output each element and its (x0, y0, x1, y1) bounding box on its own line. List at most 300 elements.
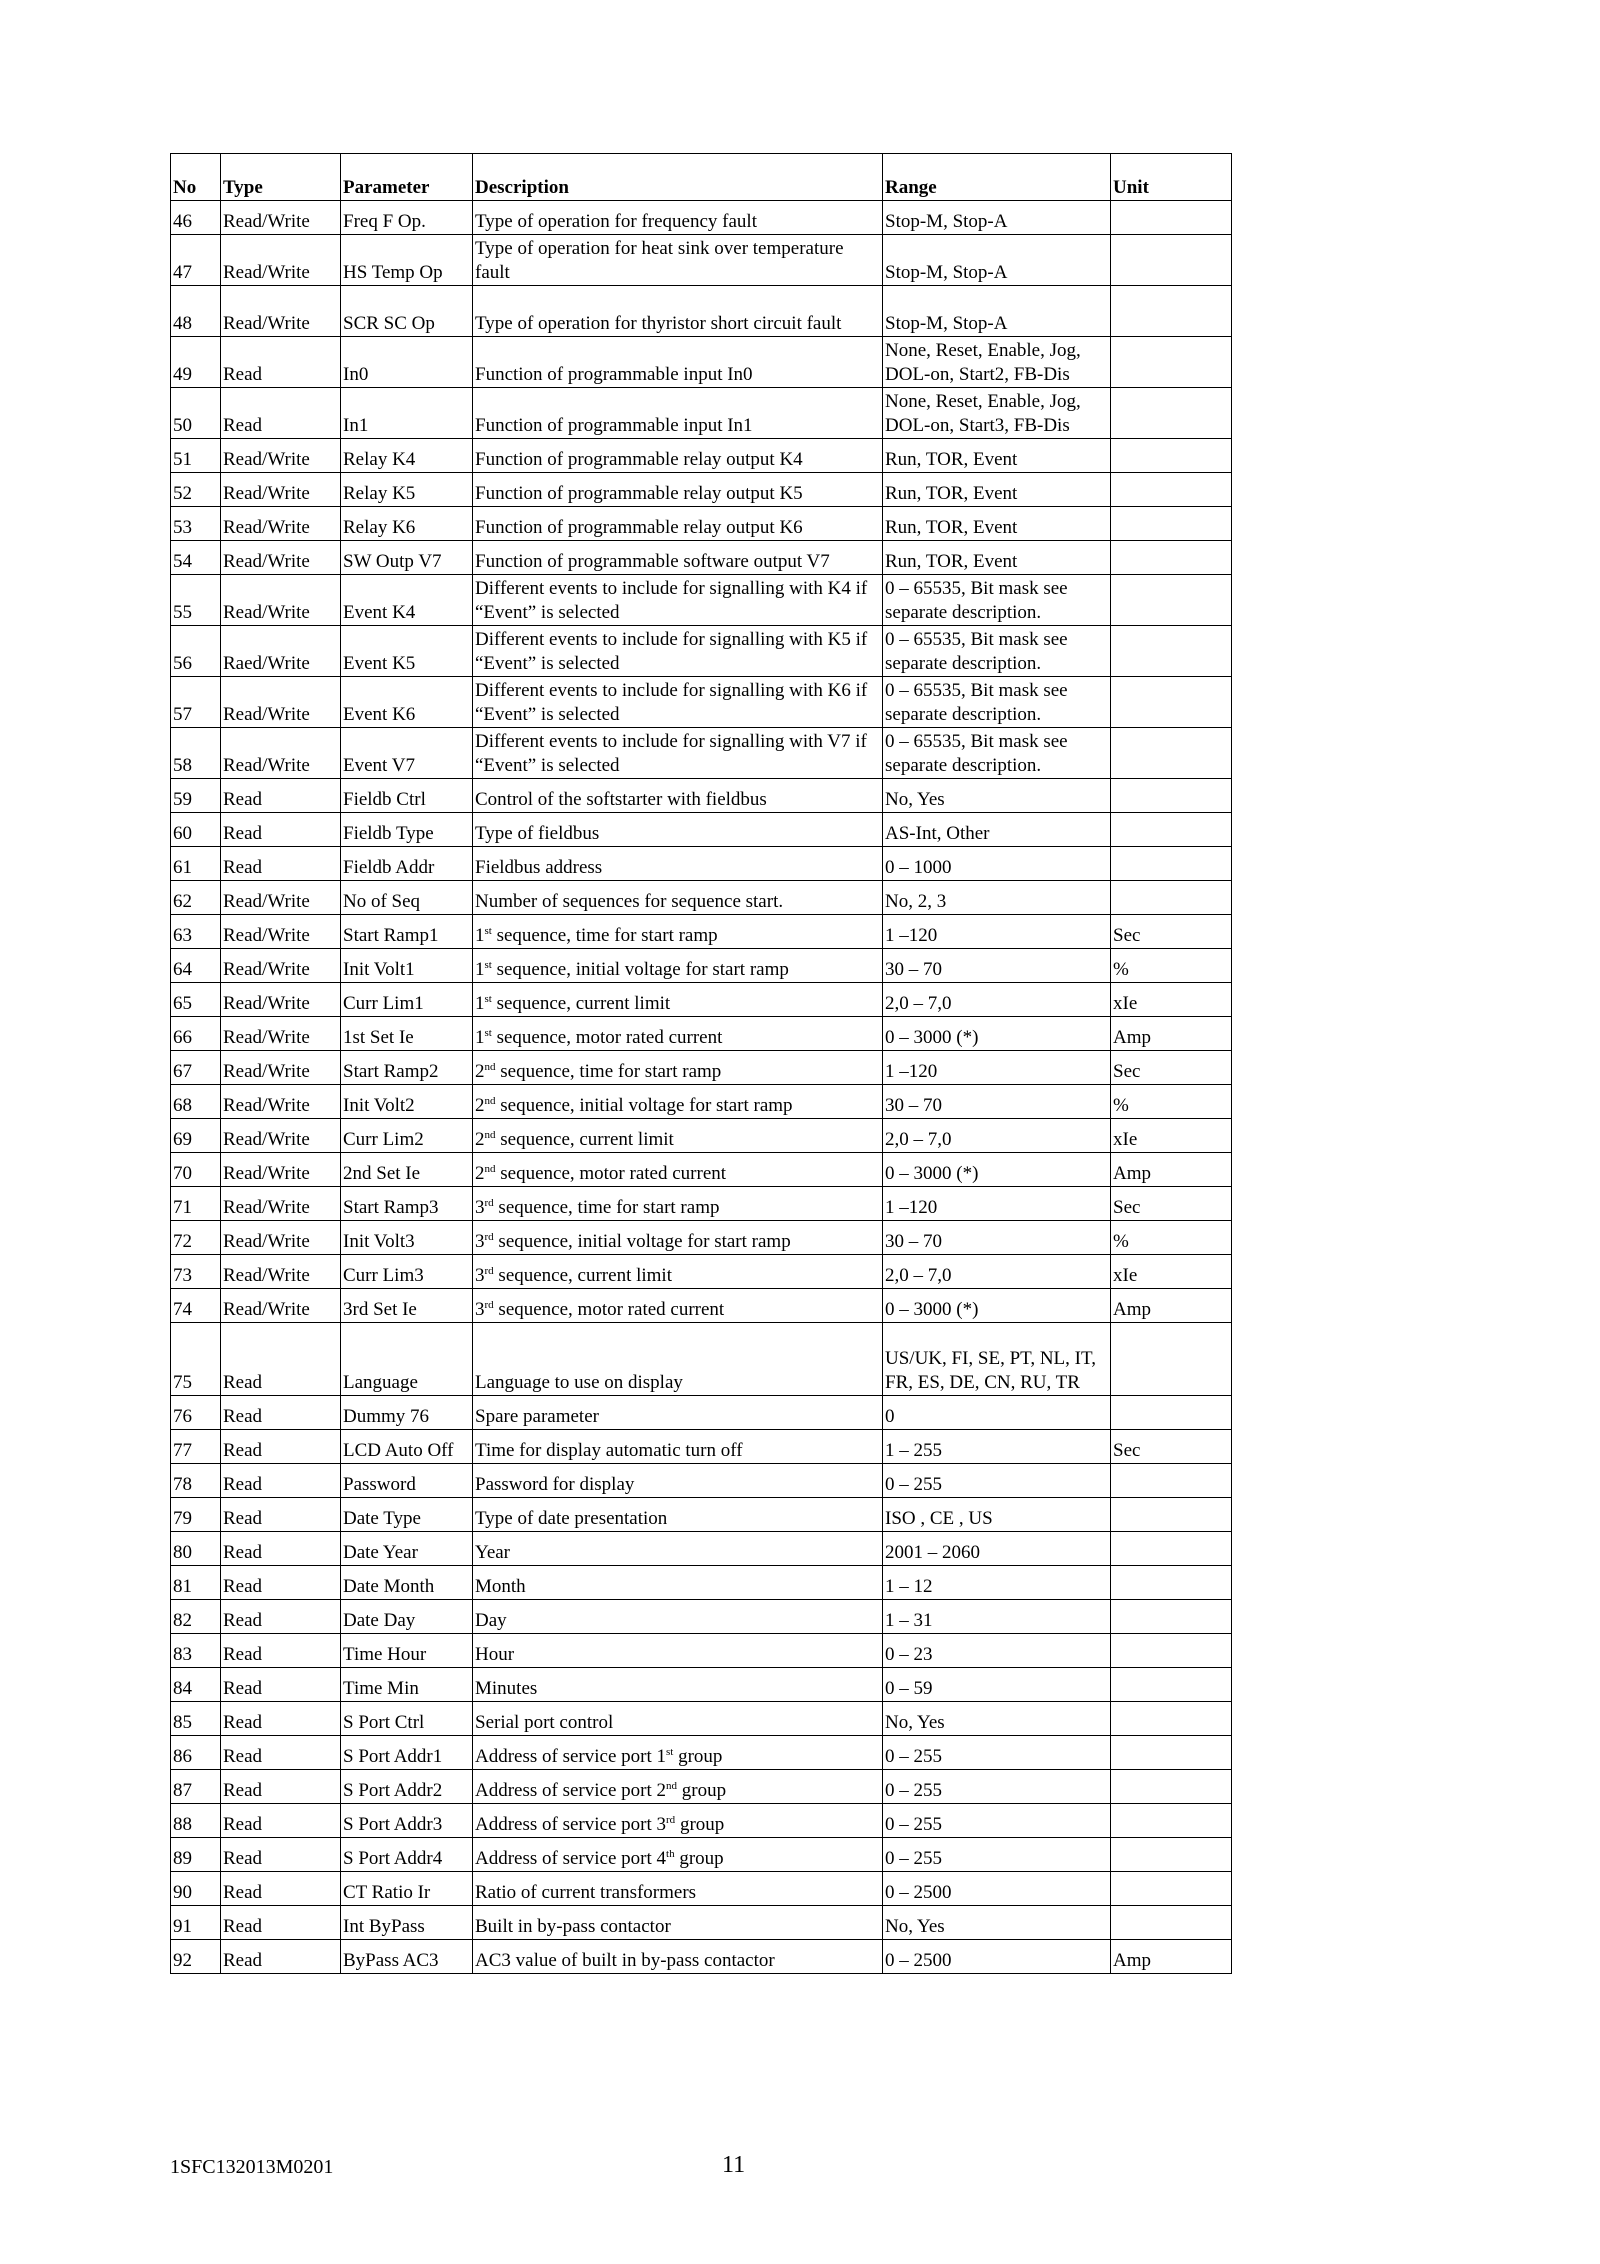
cell-no: 52 (171, 473, 221, 507)
cell-description (473, 1085, 883, 1119)
cell-type: Read (221, 1566, 341, 1600)
cell-description (473, 1051, 883, 1085)
table-row (171, 1668, 1232, 1702)
ordinal-suffix: st (484, 1027, 492, 1039)
cell-description (473, 915, 883, 949)
cell-unit (1111, 881, 1232, 915)
cell-parameter: Time Hour (341, 1634, 473, 1668)
table-row (171, 1872, 1232, 1906)
cell-parameter: Date Type (341, 1498, 473, 1532)
ordinal-suffix: rd (666, 1814, 676, 1826)
cell-type: Read (221, 847, 341, 881)
cell-range: Stop-M, Stop-A (883, 235, 1111, 286)
table-row (171, 201, 1232, 235)
cell-parameter: Event K5 (341, 626, 473, 677)
cell-range: 0 – 2500 (883, 1940, 1111, 1974)
cell-unit (1111, 1668, 1232, 1702)
cell-no: 51 (171, 439, 221, 473)
description-prefix: 3 (475, 1265, 485, 1286)
cell-type: Read/Write (221, 881, 341, 915)
cell-range: Run, TOR, Event (883, 507, 1111, 541)
cell-type: Read (221, 1838, 341, 1872)
table-row (171, 337, 1232, 388)
cell-type: Read (221, 1906, 341, 1940)
cell-no: 71 (171, 1187, 221, 1221)
cell-type: Read (221, 1323, 341, 1396)
cell-range: 0 – 23 (883, 1634, 1111, 1668)
cell-unit (1111, 677, 1232, 728)
description-prefix: 2 (475, 1129, 485, 1150)
cell-no: 89 (171, 1838, 221, 1872)
cell-parameter: Init Volt2 (341, 1085, 473, 1119)
cell-no: 50 (171, 388, 221, 439)
cell-unit: xIe (1111, 1119, 1232, 1153)
cell-unit: Amp (1111, 1153, 1232, 1187)
cell-no: 75 (171, 1323, 221, 1396)
cell-description: Type of date presentation (473, 1498, 883, 1532)
cell-range: 0 – 255 (883, 1464, 1111, 1498)
cell-unit (1111, 541, 1232, 575)
description-text: sequence, time for start ramp (495, 1061, 722, 1082)
table-row (171, 1396, 1232, 1430)
cell-type: Read/Write (221, 1153, 341, 1187)
cell-type: Read/Write (221, 541, 341, 575)
table-row (171, 439, 1232, 473)
cell-description: Type of operation for thyristor short circuit fault (473, 286, 883, 337)
cell-unit: xIe (1111, 983, 1232, 1017)
cell-no: 79 (171, 1498, 221, 1532)
cell-description: Hour (473, 1634, 883, 1668)
cell-range: No, 2, 3 (883, 881, 1111, 915)
cell-range: 30 – 70 (883, 949, 1111, 983)
table-row (171, 847, 1232, 881)
description-text: sequence, motor rated current (493, 1299, 725, 1320)
cell-type: Read (221, 1396, 341, 1430)
cell-no: 54 (171, 541, 221, 575)
table-row (171, 1804, 1232, 1838)
cell-description: Password for display (473, 1464, 883, 1498)
cell-no: 47 (171, 235, 221, 286)
cell-no: 66 (171, 1017, 221, 1051)
table-row (171, 1634, 1232, 1668)
cell-type: Read (221, 1668, 341, 1702)
cell-description: Different events to include for signalling with V7 if “Event” is selected (473, 728, 883, 779)
cell-type: Read (221, 388, 341, 439)
cell-range: 2001 – 2060 (883, 1532, 1111, 1566)
cell-description: Built in by-pass contactor (473, 1906, 883, 1940)
cell-description: Type of fieldbus (473, 813, 883, 847)
cell-range: None, Reset, Enable, Jog, DOL-on, Start2, FB-Dis (883, 337, 1111, 388)
cell-range: US/UK, FI, SE, PT, NL, IT, FR, ES, DE, CN, RU, TR (883, 1323, 1111, 1396)
cell-unit (1111, 473, 1232, 507)
cell-type: Read/Write (221, 1119, 341, 1153)
cell-type: Read (221, 1532, 341, 1566)
header-unit: Unit (1111, 154, 1232, 201)
cell-unit (1111, 1634, 1232, 1668)
cell-range: 0 – 65535, Bit mask see separate description. (883, 626, 1111, 677)
cell-no: 64 (171, 949, 221, 983)
cell-unit (1111, 1600, 1232, 1634)
description-prefix: 2 (475, 1095, 485, 1116)
cell-parameter: Event K6 (341, 677, 473, 728)
cell-type: Read/Write (221, 1289, 341, 1323)
cell-type: Read/Write (221, 677, 341, 728)
cell-no: 48 (171, 286, 221, 337)
table-row (171, 1085, 1232, 1119)
cell-range: AS-Int, Other (883, 813, 1111, 847)
cell-parameter: S Port Addr3 (341, 1804, 473, 1838)
cell-no: 60 (171, 813, 221, 847)
cell-description (473, 1153, 883, 1187)
table-row (171, 575, 1232, 626)
table-row (171, 1017, 1232, 1051)
cell-no: 72 (171, 1221, 221, 1255)
description-prefix: Address of service port 3 (475, 1814, 667, 1835)
table-row (171, 915, 1232, 949)
cell-no: 82 (171, 1600, 221, 1634)
cell-type: Read/Write (221, 1221, 341, 1255)
cell-no: 91 (171, 1906, 221, 1940)
cell-description (473, 1736, 883, 1770)
cell-range: 1 –120 (883, 1051, 1111, 1085)
cell-type: Read/Write (221, 507, 341, 541)
cell-no: 76 (171, 1396, 221, 1430)
cell-unit (1111, 1396, 1232, 1430)
cell-no: 49 (171, 337, 221, 388)
cell-type: Read (221, 1498, 341, 1532)
cell-no: 81 (171, 1566, 221, 1600)
cell-parameter: In0 (341, 337, 473, 388)
cell-no: 73 (171, 1255, 221, 1289)
cell-no: 70 (171, 1153, 221, 1187)
cell-parameter: Date Year (341, 1532, 473, 1566)
cell-range: 0 – 65535, Bit mask see separate description. (883, 728, 1111, 779)
cell-unit: Sec (1111, 1430, 1232, 1464)
cell-unit (1111, 1464, 1232, 1498)
cell-unit (1111, 575, 1232, 626)
ordinal-suffix: th (666, 1848, 675, 1860)
header-type: Type (221, 154, 341, 201)
cell-description (473, 949, 883, 983)
cell-parameter: Relay K4 (341, 439, 473, 473)
description-prefix: 2 (475, 1061, 485, 1082)
cell-unit (1111, 388, 1232, 439)
cell-range: 0 – 3000 (*) (883, 1017, 1111, 1051)
ordinal-suffix: st (666, 1746, 674, 1758)
cell-range: 30 – 70 (883, 1221, 1111, 1255)
cell-unit: Sec (1111, 1051, 1232, 1085)
ordinal-suffix: nd (484, 1095, 496, 1107)
cell-parameter: Curr Lim1 (341, 983, 473, 1017)
description-text: group (673, 1746, 723, 1767)
table-row (171, 1736, 1232, 1770)
cell-parameter: 2nd Set Ie (341, 1153, 473, 1187)
ordinal-suffix: rd (484, 1231, 494, 1243)
cell-unit (1111, 439, 1232, 473)
cell-description: Fieldbus address (473, 847, 883, 881)
cell-description: Different events to include for signalling with K5 if “Event” is selected (473, 626, 883, 677)
cell-parameter: Fieldb Ctrl (341, 779, 473, 813)
cell-parameter: Start Ramp2 (341, 1051, 473, 1085)
cell-unit (1111, 1702, 1232, 1736)
cell-no: 53 (171, 507, 221, 541)
cell-type: Read (221, 337, 341, 388)
cell-description: Function of programmable input In1 (473, 388, 883, 439)
ordinal-suffix: rd (484, 1299, 494, 1311)
ordinal-suffix: st (484, 925, 492, 937)
cell-description (473, 983, 883, 1017)
cell-no: 57 (171, 677, 221, 728)
cell-parameter: Time Min (341, 1668, 473, 1702)
cell-range: 1 – 31 (883, 1600, 1111, 1634)
cell-type: Read/Write (221, 1187, 341, 1221)
cell-parameter: LCD Auto Off (341, 1430, 473, 1464)
cell-parameter: SCR SC Op (341, 286, 473, 337)
cell-no: 84 (171, 1668, 221, 1702)
cell-no: 63 (171, 915, 221, 949)
cell-unit: Amp (1111, 1017, 1232, 1051)
cell-description: Function of programmable relay output K6 (473, 507, 883, 541)
cell-range: Run, TOR, Event (883, 541, 1111, 575)
table-row (171, 881, 1232, 915)
cell-unit: % (1111, 949, 1232, 983)
cell-description: Function of programmable software output V7 (473, 541, 883, 575)
cell-parameter: Language (341, 1323, 473, 1396)
cell-range: 1 – 255 (883, 1430, 1111, 1464)
cell-type: Read (221, 1804, 341, 1838)
cell-parameter: Fieldb Type (341, 813, 473, 847)
description-prefix: 2 (475, 1163, 485, 1184)
cell-no: 46 (171, 201, 221, 235)
cell-description (473, 1289, 883, 1323)
cell-unit: Sec (1111, 1187, 1232, 1221)
cell-no: 74 (171, 1289, 221, 1323)
cell-no: 65 (171, 983, 221, 1017)
description-prefix: 3 (475, 1231, 485, 1252)
header-no: No (171, 154, 221, 201)
description-text: sequence, initial voltage for start ramp (491, 959, 789, 980)
cell-description (473, 1838, 883, 1872)
ordinal-suffix: nd (666, 1780, 678, 1792)
cell-unit (1111, 626, 1232, 677)
header-parameter: Parameter (341, 154, 473, 201)
table-row (171, 1532, 1232, 1566)
description-prefix: Address of service port 4 (475, 1848, 667, 1869)
cell-type: Read (221, 1464, 341, 1498)
description-prefix: 1 (475, 925, 485, 946)
table-row (171, 626, 1232, 677)
cell-parameter: Start Ramp1 (341, 915, 473, 949)
cell-unit (1111, 1838, 1232, 1872)
cell-description: Type of operation for heat sink over temperature fault (473, 235, 883, 286)
cell-range: 2,0 – 7,0 (883, 1119, 1111, 1153)
cell-range: 0 – 2500 (883, 1872, 1111, 1906)
cell-type: Read/Write (221, 473, 341, 507)
cell-unit: Sec (1111, 915, 1232, 949)
table-row (171, 1430, 1232, 1464)
cell-unit (1111, 337, 1232, 388)
ordinal-suffix: rd (484, 1265, 494, 1277)
cell-unit (1111, 1498, 1232, 1532)
cell-type: Read/Write (221, 1051, 341, 1085)
cell-range: 0 – 65535, Bit mask see separate description. (883, 677, 1111, 728)
table-row (171, 1051, 1232, 1085)
description-text: sequence, initial voltage for start ramp (493, 1231, 791, 1252)
cell-unit: Amp (1111, 1940, 1232, 1974)
cell-unit: % (1111, 1085, 1232, 1119)
description-text: sequence, motor rated current (491, 1027, 723, 1048)
cell-type: Read/Write (221, 286, 341, 337)
cell-description (473, 1187, 883, 1221)
cell-no: 61 (171, 847, 221, 881)
cell-no: 62 (171, 881, 221, 915)
table-row (171, 235, 1232, 286)
cell-parameter: CT Ratio Ir (341, 1872, 473, 1906)
cell-type: Read (221, 1770, 341, 1804)
cell-range: 0 – 3000 (*) (883, 1289, 1111, 1323)
cell-range: 0 – 1000 (883, 847, 1111, 881)
cell-type: Read (221, 1940, 341, 1974)
cell-parameter: Curr Lim2 (341, 1119, 473, 1153)
cell-range: None, Reset, Enable, Jog, DOL-on, Start3, FB-Dis (883, 388, 1111, 439)
cell-parameter: Start Ramp3 (341, 1187, 473, 1221)
cell-unit (1111, 1566, 1232, 1600)
cell-type: Read/Write (221, 728, 341, 779)
table-row (171, 1255, 1232, 1289)
cell-unit (1111, 201, 1232, 235)
description-text: sequence, current limit (495, 1129, 674, 1150)
cell-description: Different events to include for signalling with K4 if “Event” is selected (473, 575, 883, 626)
cell-type: Read/Write (221, 983, 341, 1017)
table-row (171, 1770, 1232, 1804)
cell-parameter: Event V7 (341, 728, 473, 779)
ordinal-suffix: nd (484, 1061, 496, 1073)
cell-unit: Amp (1111, 1289, 1232, 1323)
cell-range: No, Yes (883, 1702, 1111, 1736)
cell-parameter: Fieldb Addr (341, 847, 473, 881)
table-row (171, 1289, 1232, 1323)
ordinal-suffix: st (484, 993, 492, 1005)
cell-parameter: S Port Ctrl (341, 1702, 473, 1736)
cell-parameter: Init Volt3 (341, 1221, 473, 1255)
table-row (171, 541, 1232, 575)
description-prefix: Address of service port 1 (475, 1746, 667, 1767)
cell-parameter: 3rd Set Ie (341, 1289, 473, 1323)
cell-no: 86 (171, 1736, 221, 1770)
cell-no: 69 (171, 1119, 221, 1153)
cell-description: Year (473, 1532, 883, 1566)
cell-range: 0 – 255 (883, 1736, 1111, 1770)
table-row (171, 1119, 1232, 1153)
cell-no: 77 (171, 1430, 221, 1464)
cell-unit (1111, 728, 1232, 779)
cell-no: 67 (171, 1051, 221, 1085)
cell-range: No, Yes (883, 779, 1111, 813)
cell-parameter: Event K4 (341, 575, 473, 626)
table-row (171, 1838, 1232, 1872)
cell-parameter: SW Outp V7 (341, 541, 473, 575)
cell-description: Different events to include for signalling with K6 if “Event” is selected (473, 677, 883, 728)
cell-no: 80 (171, 1532, 221, 1566)
description-text: group (674, 1848, 724, 1869)
table-row (171, 1498, 1232, 1532)
table-row (171, 286, 1232, 337)
cell-range: 0 – 3000 (*) (883, 1153, 1111, 1187)
cell-range: Stop-M, Stop-A (883, 286, 1111, 337)
description-text: sequence, current limit (491, 993, 671, 1014)
cell-range: 30 – 70 (883, 1085, 1111, 1119)
cell-unit (1111, 507, 1232, 541)
table-row (171, 1906, 1232, 1940)
cell-range: 0 (883, 1396, 1111, 1430)
cell-no: 78 (171, 1464, 221, 1498)
description-text: sequence, motor rated current (495, 1163, 727, 1184)
cell-no: 68 (171, 1085, 221, 1119)
cell-range: 2,0 – 7,0 (883, 983, 1111, 1017)
cell-unit (1111, 1736, 1232, 1770)
cell-parameter: Dummy 76 (341, 1396, 473, 1430)
table-row (171, 1566, 1232, 1600)
cell-description: Language to use on display (473, 1323, 883, 1396)
description-prefix: 3 (475, 1197, 485, 1218)
table-row (171, 1153, 1232, 1187)
cell-type: Read/Write (221, 915, 341, 949)
cell-type: Read (221, 1702, 341, 1736)
description-prefix: Address of service port 2 (475, 1780, 667, 1801)
ordinal-suffix: nd (484, 1163, 496, 1175)
cell-range: 0 – 255 (883, 1770, 1111, 1804)
cell-description: Spare parameter (473, 1396, 883, 1430)
cell-unit (1111, 1804, 1232, 1838)
table-row (171, 1600, 1232, 1634)
cell-type: Read/Write (221, 1017, 341, 1051)
cell-type: Read (221, 1430, 341, 1464)
table-row (171, 1464, 1232, 1498)
description-text: sequence, time for start ramp (491, 925, 718, 946)
table-row (171, 1323, 1232, 1396)
cell-no: 56 (171, 626, 221, 677)
page-number: 11 (722, 2152, 746, 2178)
description-text: group (675, 1814, 725, 1835)
ordinal-suffix: rd (484, 1197, 494, 1209)
cell-description: Function of programmable input In0 (473, 337, 883, 388)
cell-description: Function of programmable relay output K5 (473, 473, 883, 507)
cell-type: Read/Write (221, 1085, 341, 1119)
table-row (171, 779, 1232, 813)
table-row (171, 1187, 1232, 1221)
cell-parameter: Date Month (341, 1566, 473, 1600)
cell-description: Number of sequences for sequence start. (473, 881, 883, 915)
cell-description (473, 1119, 883, 1153)
cell-parameter: Init Volt1 (341, 949, 473, 983)
cell-description (473, 1221, 883, 1255)
cell-parameter: No of Seq (341, 881, 473, 915)
cell-parameter: 1st Set Ie (341, 1017, 473, 1051)
cell-description: Minutes (473, 1668, 883, 1702)
cell-description: Time for display automatic turn off (473, 1430, 883, 1464)
cell-description: Function of programmable relay output K4 (473, 439, 883, 473)
table-row (171, 677, 1232, 728)
cell-parameter: Relay K6 (341, 507, 473, 541)
cell-range: 0 – 255 (883, 1804, 1111, 1838)
cell-range: Stop-M, Stop-A (883, 201, 1111, 235)
cell-unit (1111, 235, 1232, 286)
cell-parameter: ByPass AC3 (341, 1940, 473, 1974)
cell-unit (1111, 1770, 1232, 1804)
description-prefix: 3 (475, 1299, 485, 1320)
cell-range: 1 – 12 (883, 1566, 1111, 1600)
cell-parameter: HS Temp Op (341, 235, 473, 286)
